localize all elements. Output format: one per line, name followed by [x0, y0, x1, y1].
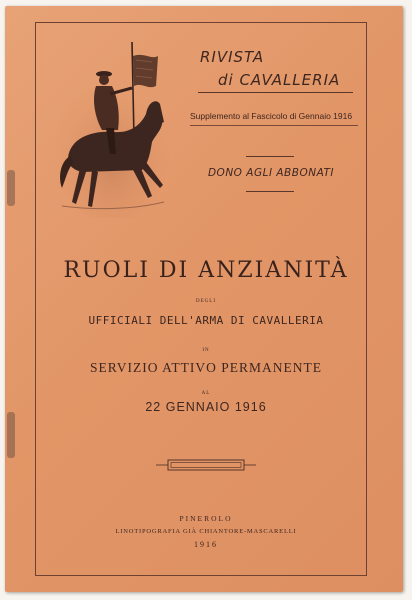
edge-stain [7, 170, 15, 206]
imprint-city: PINEROLO [179, 514, 233, 523]
gift-label: DONO AGLI ABBONATI [207, 167, 335, 179]
cavalry-horseman-with-flag-icon [52, 38, 170, 218]
connector-al: AL [201, 391, 211, 396]
issue-date: 22 GENNAIO 1916 [145, 400, 267, 414]
service-line: SERVIZIO ATTIVO PERMANENTE [90, 360, 322, 375]
imprint-printer: LINOTIPOGRAFIA GIÀ CHIANTORE-MASCARELLI [115, 528, 297, 535]
supplement-note: Supplemento al Fascicolo di Gennaio 1916 [190, 111, 353, 121]
journal-underline [198, 92, 353, 93]
gift-rule-bottom [246, 191, 294, 192]
gift-rule-top [246, 156, 294, 157]
decorative-border-ornament-icon [156, 459, 256, 471]
supplement-underline [190, 125, 358, 126]
connector-degli: DEGLI [196, 299, 216, 304]
main-title: RUOLI DI ANZIANITÀ [63, 258, 349, 283]
edge-stain [7, 412, 15, 458]
connector-in: IN [202, 348, 210, 353]
officers-line: UFFICIALI DELL'ARMA DI CAVALLERIA [88, 314, 324, 327]
journal-name-line2: di CAVALLERIA [218, 71, 341, 89]
imprint-year: 1916 [194, 540, 218, 549]
journal-name-line1: RIVISTA [200, 48, 265, 66]
